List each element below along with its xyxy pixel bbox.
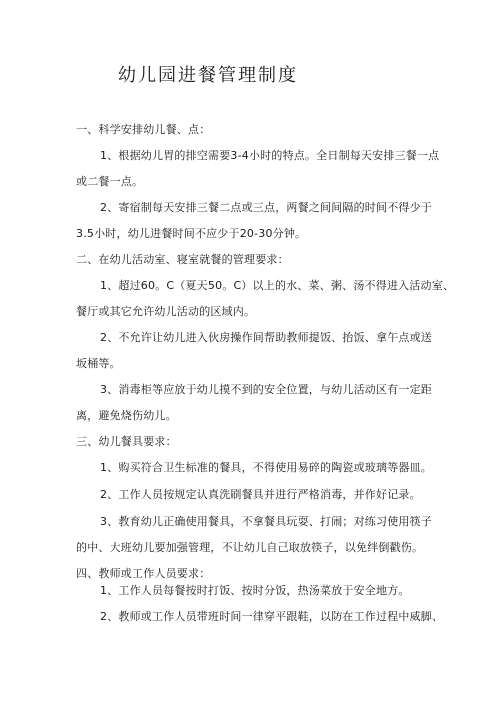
- section-heading: 四、教师或工作人员要求：: [76, 567, 211, 580]
- paragraph-line: 2、寄宿制每天安排三餐二点或三点，两餐之间间隔的时间不得少于: [100, 201, 432, 214]
- paragraph-line: 离，避免烧伤幼儿。: [76, 409, 177, 422]
- paragraph-line: 2、不允许让幼儿进入伙房操作间帮助教师提饭、抬饭、拿午点或送: [100, 331, 432, 344]
- paragraph-line: 3、教育幼儿正确使用餐具，不拿餐具玩耍、打闹；对练习使用筷子: [100, 515, 432, 528]
- paragraph-line: 2、教师或工作人员带班时间一律穿平跟鞋，以防在工作过程中威脚、: [100, 610, 444, 623]
- section-heading: 二、在幼儿活动室、寝室就餐的管理要求：: [76, 253, 289, 266]
- paragraph-line: 3、消毒柜等应放于幼儿摸不到的安全位置，与幼儿活动区有一定距: [100, 383, 432, 396]
- paragraph-line: 3.5小时，幼儿进餐时间不应少于20-30分钟。: [76, 227, 307, 240]
- section-heading: 一、科学安排幼儿餐、点：: [76, 123, 211, 136]
- paragraph-line: 餐厅或其它允许幼儿活动的区域内。: [76, 305, 256, 318]
- paragraph-line: 1、工作人员每餐按时打饭、按时分饭，热汤菜放于安全地方。: [100, 584, 410, 597]
- section-heading: 三、幼儿餐具要求：: [76, 435, 177, 448]
- paragraph-line: 的中、大班幼儿要加强管理，不让幼儿自己取放筷子，以免绊倒戳伤。: [76, 541, 424, 554]
- paragraph-line: 坂桶等。: [76, 357, 121, 370]
- paragraph-line: 1、购买符合卫生标准的餐具，不得使用易碎的陶瓷或玻璃等器皿。: [100, 461, 432, 474]
- document-title: 幼儿园进餐管理制度: [118, 65, 298, 86]
- paragraph-line: 1、根据幼儿胃的排空需要3-4小时的特点。全日制每天安排三餐一点: [100, 149, 440, 162]
- paragraph-line: 1、超过60。C（夏天50。C）以上的水、菜、粥、汤不得进入活动室、: [100, 279, 455, 292]
- paragraph-line: 2、工作人员按规定认真洗刷餐具并进行严格消毒，并作好记录。: [100, 488, 421, 501]
- paragraph-line: 或二餐一点。: [76, 175, 144, 188]
